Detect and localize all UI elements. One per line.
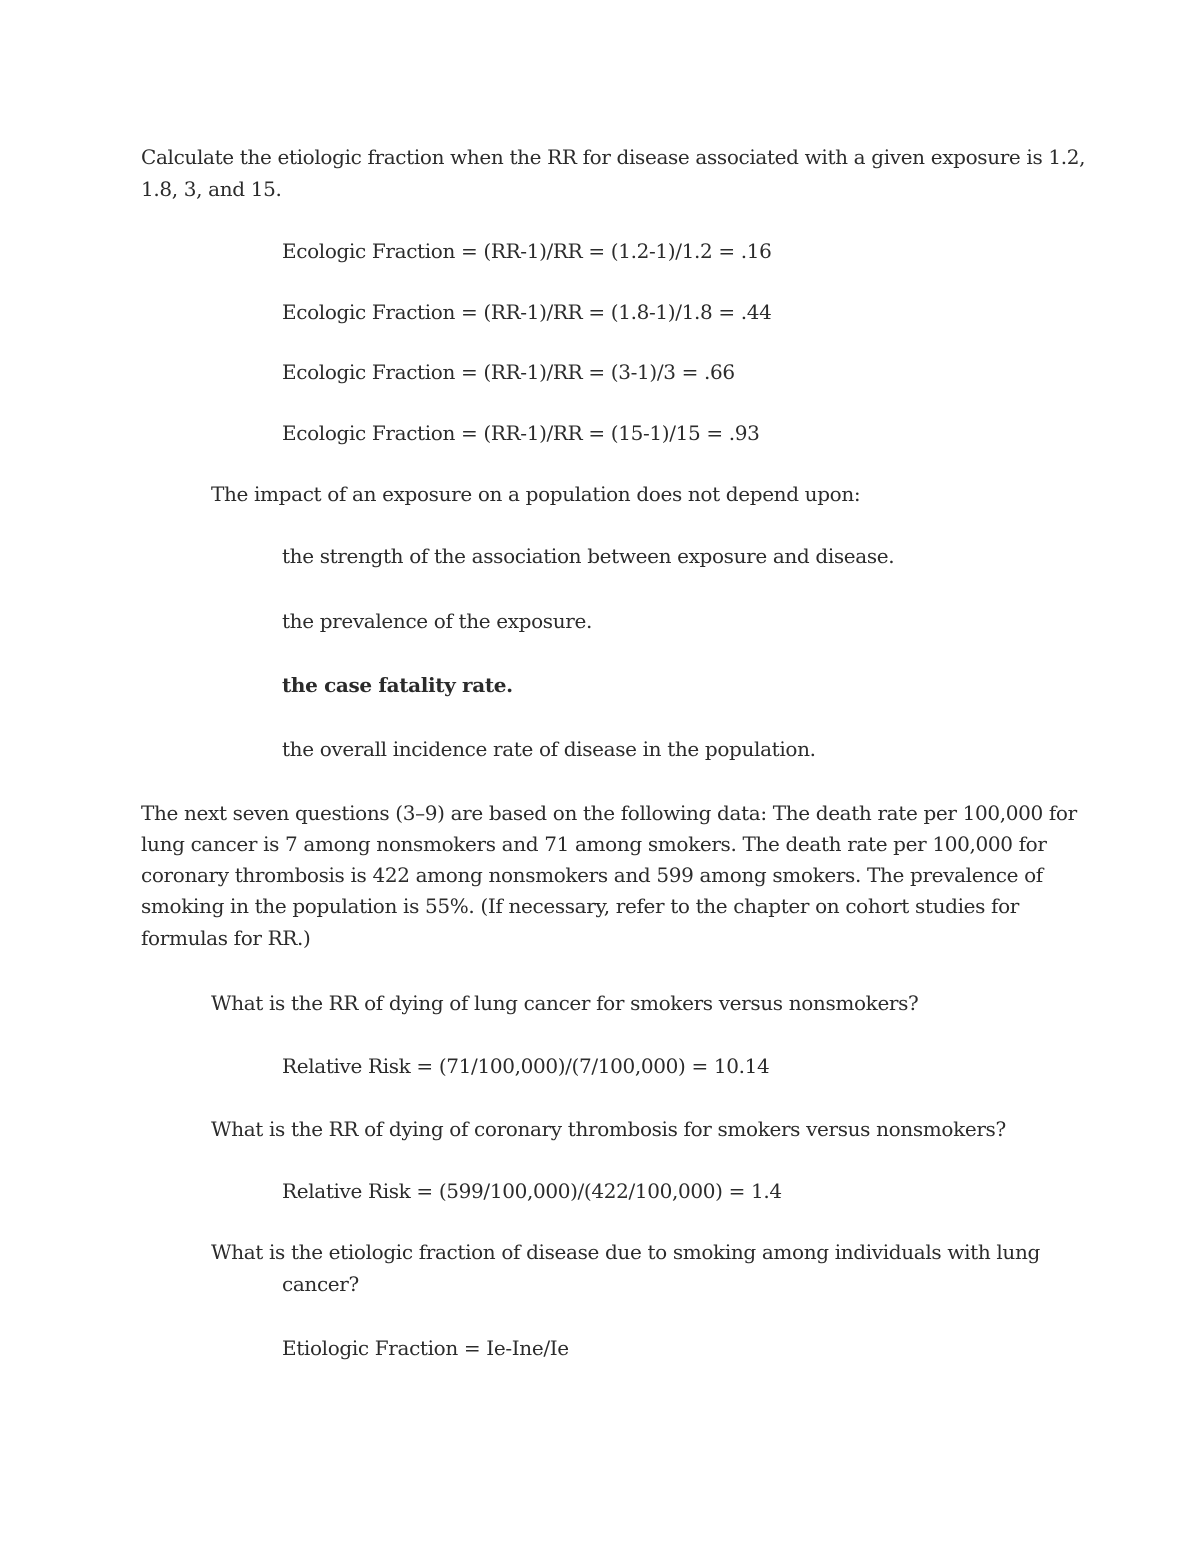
lung-cancer-rr-question: What is the RR of dying of lung cancer for smokers versus nonsmokers? [211, 991, 919, 1015]
data-paragraph-line-4: smoking in the population is 55%. (If necessary, refer to the chapter on cohort studies for [141, 894, 1019, 918]
coronary-rr-question: What is the RR of dying of coronary thrombosis for smokers versus nonsmokers? [211, 1117, 1006, 1141]
etiologic-fraction-question-line-2: cancer? [282, 1272, 359, 1296]
data-paragraph-line-2: lung cancer is 7 among nonsmokers and 71 among smokers. The death rate per 100,000 for [141, 832, 1047, 856]
impact-option-strength: the strength of the association between exposure and disease. [282, 544, 895, 568]
coronary-rr-answer: Relative Risk = (599/100,000)/(422/100,000) = 1.4 [282, 1179, 782, 1203]
etiologic-fraction-answer: Etiologic Fraction = Ie-Ine/Ie [282, 1336, 569, 1360]
impact-option-prevalence: the prevalence of the exposure. [282, 609, 592, 633]
ecologic-fraction-4: Ecologic Fraction = (RR-1)/RR = (15-1)/15 = .93 [282, 421, 760, 445]
data-paragraph-line-5: formulas for RR.) [141, 926, 311, 950]
impact-option-incidence: the overall incidence rate of disease in the population. [282, 737, 816, 761]
ecologic-fraction-1: Ecologic Fraction = (RR-1)/RR = (1.2-1)/1.2 = .16 [282, 239, 772, 263]
intro-line-2: 1.8, 3, and 15. [141, 177, 282, 201]
impact-option-case-fatality-answer: the case fatality rate. [282, 673, 513, 697]
ecologic-fraction-2: Ecologic Fraction = (RR-1)/RR = (1.8-1)/1.8 = .44 [282, 300, 772, 324]
data-paragraph-line-3: coronary thrombosis is 422 among nonsmokers and 599 among smokers. The prevalence of [141, 863, 1043, 887]
lung-cancer-rr-answer: Relative Risk = (71/100,000)/(7/100,000) = 10.14 [282, 1054, 770, 1078]
etiologic-fraction-question-line-1: What is the etiologic fraction of disease due to smoking among individuals with lung [211, 1240, 1040, 1264]
data-paragraph-line-1: The next seven questions (3–9) are based on the following data: The death rate per 100,000 for [141, 801, 1077, 825]
impact-question: The impact of an exposure on a population does not depend upon: [211, 482, 861, 506]
ecologic-fraction-3: Ecologic Fraction = (RR-1)/RR = (3-1)/3 = .66 [282, 360, 735, 384]
intro-line-1: Calculate the etiologic fraction when the RR for disease associated with a given exposure is 1.2, [141, 145, 1086, 169]
